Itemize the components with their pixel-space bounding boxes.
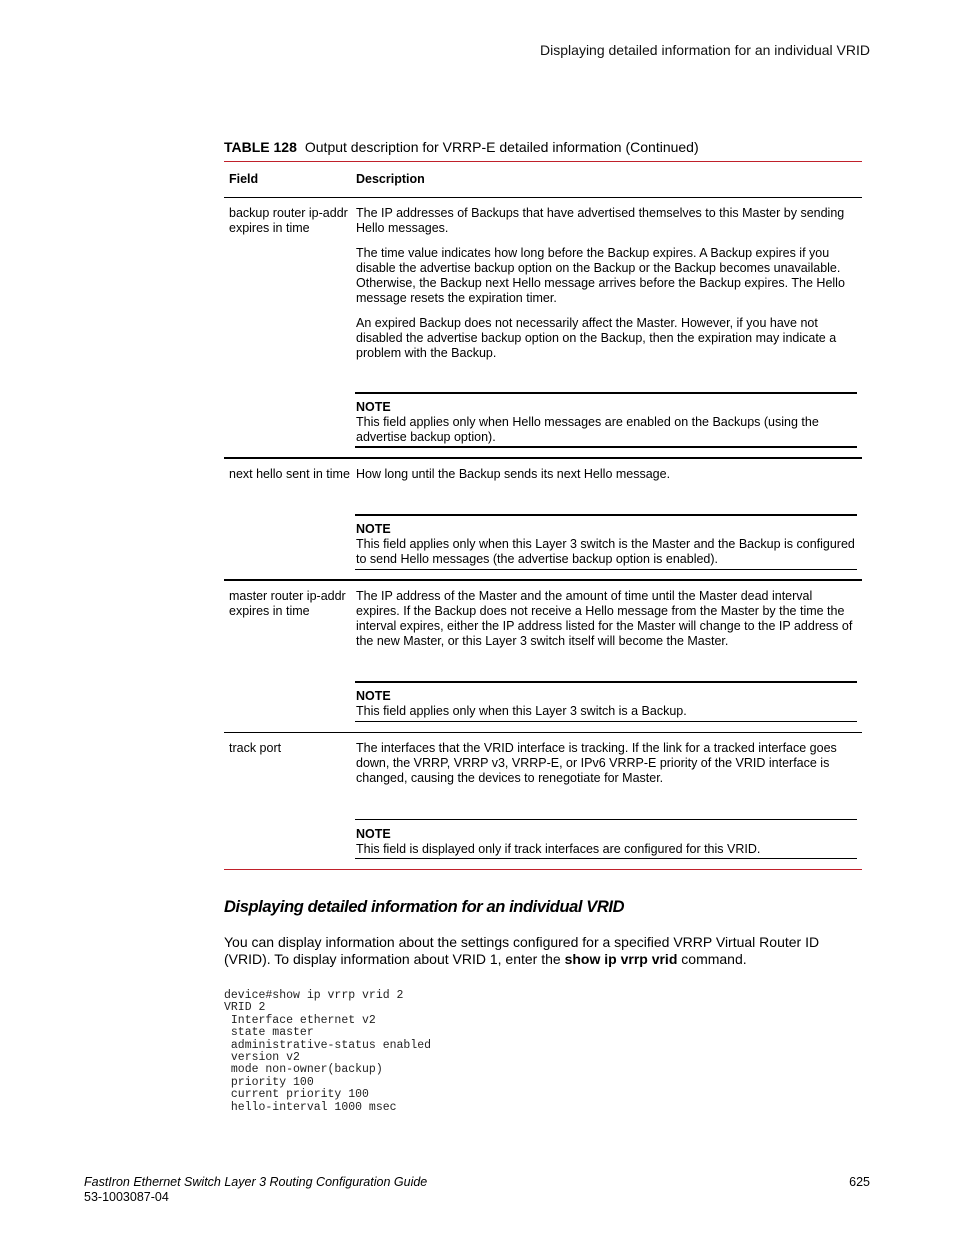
note-top-rule xyxy=(355,514,857,516)
description-paragraph: An expired Backup does not necessarily affect the Master. However, if you have not disabled the advertise backup option on the Backup, then the expiration may indicate a problem with the Backup. xyxy=(356,316,837,360)
table-row-description xyxy=(356,467,856,492)
footer-guide-title: FastIron Ethernet Switch Layer 3 Routing Configuration Guide xyxy=(84,1175,428,1189)
note-top-rule xyxy=(355,681,857,683)
table-label: TABLE 128 xyxy=(224,139,297,155)
note-text: This field applies only when this Layer 3 switch is a Backup. xyxy=(356,704,687,718)
table-caption-text: Output description for VRRP-E detailed information (Continued) xyxy=(304,139,699,155)
note-title: NOTE xyxy=(356,827,391,841)
table-row-field: master router ip-addr expires in time xyxy=(229,589,346,618)
description-paragraph: The time value indicates how long before the Backup expires. A Backup expires if you disable the advertise backup option on the Backup or the Backup becomes unavailable. Otherwise, the Backup next Hello message arrives before the Backup expires. The Hello message resets the expiration timer. xyxy=(356,246,845,305)
page-number: 625 xyxy=(849,1175,870,1189)
note xyxy=(356,400,856,445)
description-paragraph: The interfaces that the VRID interface is tracking. If the link for a tracked interface goes down, the VRRP, VRRP v3, VRRP-E, or IPv6 VRRP-E priority of the VRID interface is changed, causing the devices to renegotiate for Master. xyxy=(356,741,837,785)
row-divider xyxy=(224,457,862,459)
running-head: Displaying detailed information for an individual VRID xyxy=(540,42,870,58)
table-row-field: backup router ip-addr expires in time xyxy=(229,206,348,235)
note-text: This field is displayed only if track interfaces are configured for this VRID. xyxy=(356,842,761,856)
column-header-description: Description xyxy=(356,172,425,186)
table-row-field: track port xyxy=(229,741,282,755)
table-row-field: next hello sent in time xyxy=(229,467,350,481)
note-text: This field applies only when this Layer 3 switch is the Master and the Backup is configured to send Hello messages (the advertise backup option is enabled). xyxy=(356,537,855,566)
row-divider xyxy=(224,579,862,581)
note-top-rule xyxy=(355,392,857,394)
note-bottom-rule xyxy=(355,446,857,448)
table-row-description xyxy=(356,206,856,371)
row-divider xyxy=(224,732,862,733)
note xyxy=(356,827,856,857)
body-text: You can display information about the settings configured for a specified VRRP Virtual Router ID (VRID). To display information about VRID 1, enter the xyxy=(224,934,820,967)
body-text-end: command. xyxy=(677,951,747,967)
note xyxy=(356,522,856,567)
note xyxy=(356,689,856,719)
table-caption xyxy=(224,139,699,155)
command-text: show ip vrrp vrid xyxy=(564,951,678,967)
description-paragraph: The IP address of the Master and the amount of time until the Master dead interval expires. If the Backup does not receive a Hello message from the Master by the time the interval expires, either the IP address listed for the Master will change to the IP address of the new Master, or this Layer 3 switch itself will become the Master. xyxy=(356,589,853,648)
table-row-description xyxy=(356,741,856,796)
note-title: NOTE xyxy=(356,522,391,536)
footer-doc-number: 53-1003087-04 xyxy=(84,1190,169,1204)
note-bottom-rule xyxy=(355,721,857,722)
body-paragraph xyxy=(224,934,844,968)
table-top-rule xyxy=(224,161,862,162)
table-bottom-rule xyxy=(224,869,862,870)
note-title: NOTE xyxy=(356,689,391,703)
header-bottom-rule xyxy=(224,197,862,198)
description-paragraph: The IP addresses of Backups that have advertised themselves to this Master by sending Hello messages. xyxy=(356,206,845,235)
table-row-description xyxy=(356,589,856,659)
section-heading: Displaying detailed information for an individual VRID xyxy=(224,898,625,916)
code-block: device#show ip vrrp vrid 2 VRID 2 Interface ethernet v2 state master administrative-status enabled version v2 mode non-owner(backup) priority 100 current priority 100 hello-interval 1000 msec xyxy=(224,989,432,1114)
note-bottom-rule xyxy=(355,569,857,570)
description-paragraph: How long until the Backup sends its next Hello message. xyxy=(356,467,671,481)
column-header-field: Field xyxy=(229,172,259,186)
note-text: This field applies only when Hello messages are enabled on the Backups (using the advertise backup option). xyxy=(356,415,819,444)
note-top-rule xyxy=(355,819,857,820)
note-bottom-rule xyxy=(355,858,857,859)
note-title: NOTE xyxy=(356,400,391,414)
